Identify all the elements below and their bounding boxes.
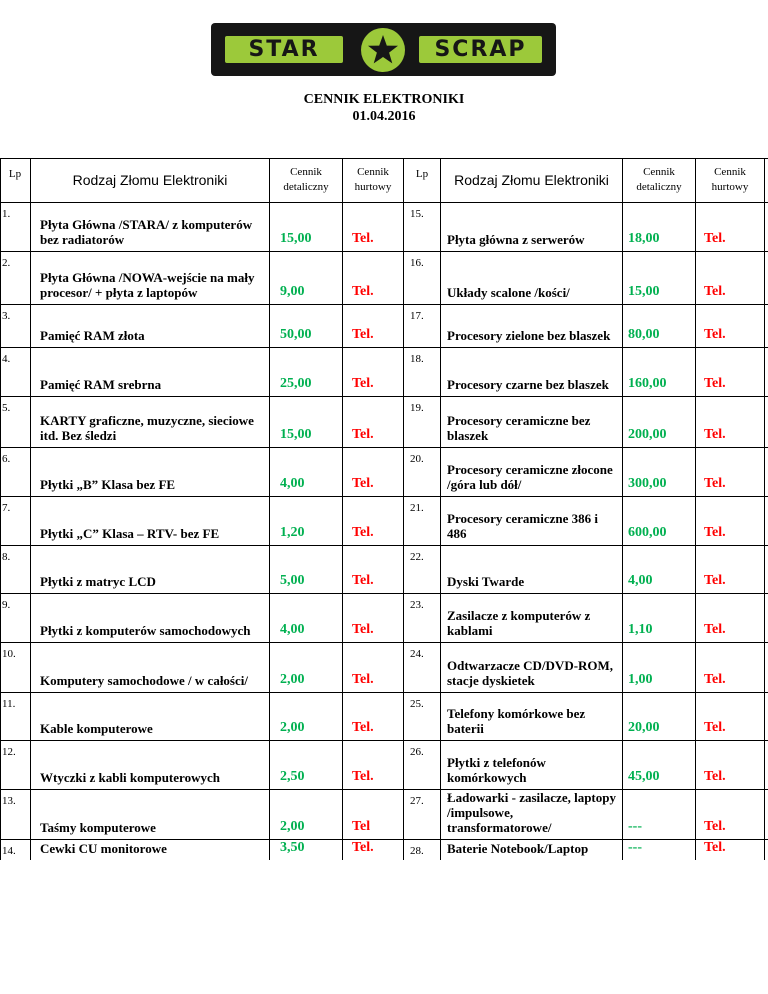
price-detaliczny: 600,00	[628, 525, 667, 540]
page-title: CENNIK ELEKTRONIKI	[303, 92, 465, 107]
table-column-border	[403, 158, 404, 860]
header-hurt-line2: hurtowy	[354, 181, 392, 193]
row-number: 7.	[2, 502, 11, 514]
price-detaliczny: 2,00	[280, 672, 305, 687]
price-detaliczny: 3,50	[280, 840, 305, 855]
price-detaliczny: 2,00	[280, 720, 305, 735]
row-number: 26.	[410, 746, 424, 758]
price-hurtowy: Tel.	[352, 525, 374, 540]
price-hurtowy: Tel.	[704, 376, 726, 391]
item-name: Odtwarzacze CD/DVD-ROM, stacje dyskietek	[447, 658, 614, 688]
price-detaliczny: 300,00	[628, 476, 667, 491]
row-number: 16.	[410, 257, 424, 269]
price-hurtowy: Tel.	[704, 622, 726, 637]
price-detaliczny: 4,00	[280, 622, 305, 637]
table-row-border	[0, 158, 768, 159]
item-name: Płytki z komputerów samochodowych	[40, 623, 251, 638]
price-hurtowy: Tel.	[704, 476, 726, 491]
table-row-border	[0, 202, 768, 203]
row-number: 25.	[410, 698, 424, 710]
row-number: 12.	[2, 746, 16, 758]
item-name: Procesory ceramiczne złocone /góra lub dół/	[447, 462, 613, 492]
price-hurtowy: Tel.	[704, 231, 726, 246]
header-detal-line1: Cennik	[290, 166, 322, 178]
price-detaliczny: 20,00	[628, 720, 660, 735]
price-hurtowy: Tel.	[352, 284, 374, 299]
item-name: Wtyczki z kabli komputerowych	[40, 770, 220, 785]
item-name: Płytki „C” Klasa – RTV- bez FE	[40, 526, 220, 541]
header-hurt-left	[343, 158, 403, 202]
row-number: 17.	[410, 310, 424, 322]
price-hurtowy: Tel.	[704, 427, 726, 442]
row-number: 8.	[2, 551, 11, 563]
price-detaliczny: 18,00	[628, 231, 660, 246]
table-row-border	[0, 396, 768, 397]
price-hurtowy: Tel.	[704, 284, 726, 299]
star-scrap-logo	[211, 23, 556, 76]
price-detaliczny: ---	[628, 840, 642, 855]
price-detaliczny: 4,00	[628, 573, 653, 588]
item-name: Płyta Główna /STARA/ z komputerów bez radiatorów	[40, 217, 253, 247]
table-column-border	[695, 158, 696, 860]
row-number: 5.	[2, 402, 11, 414]
item-name: Baterie Notebook/Laptop	[447, 841, 589, 856]
table-row-border	[0, 347, 768, 348]
price-detaliczny: 1,00	[628, 672, 653, 687]
item-name: Zasilacze z komputerów z kablami	[447, 608, 591, 638]
table-column-border	[0, 158, 1, 860]
price-hurtowy: Tel.	[704, 525, 726, 540]
price-detaliczny: 9,00	[280, 284, 305, 299]
table-row-border	[0, 251, 768, 252]
item-name: Taśmy komputerowe	[40, 820, 156, 835]
table-row-border	[0, 545, 768, 546]
row-number: 22.	[410, 551, 424, 563]
price-detaliczny: ---	[628, 819, 642, 834]
table-row-border	[0, 789, 768, 790]
item-name: Dyski Twarde	[447, 574, 525, 589]
price-hurtowy: Tel.	[704, 672, 726, 687]
price-hurtowy: Tel.	[352, 231, 374, 246]
table-row-border	[0, 839, 768, 840]
row-number: 3.	[2, 310, 11, 322]
item-name: Płytki „B” Klasa bez FE	[40, 477, 176, 492]
item-name: Cewki CU monitorowe	[40, 841, 167, 856]
row-number: 14.	[2, 845, 16, 857]
logo-text-star: STAR	[225, 36, 343, 63]
price-hurtowy: Tel.	[352, 376, 374, 391]
table-column-border	[30, 158, 31, 860]
item-name: Układy scalone /kości/	[447, 285, 570, 300]
logo-text-scrap: SCRAP	[419, 36, 542, 63]
row-number: 20.	[410, 453, 424, 465]
row-number: 11.	[2, 698, 16, 710]
price-detaliczny: 15,00	[628, 284, 660, 299]
header-detal-left	[270, 158, 342, 202]
table-column-border	[764, 158, 765, 860]
price-hurtowy: Tel	[352, 819, 371, 834]
row-number: 15.	[410, 208, 424, 220]
price-hurtowy: Tel.	[704, 573, 726, 588]
row-number: 27.	[410, 795, 424, 807]
price-hurtowy: Tel.	[704, 769, 726, 784]
table-row-border	[0, 496, 768, 497]
price-detaliczny: 2,00	[280, 819, 305, 834]
price-detaliczny: 15,00	[280, 427, 312, 442]
price-detaliczny: 200,00	[628, 427, 667, 442]
price-detaliczny: 1,20	[280, 525, 305, 540]
price-detaliczny: 2,50	[280, 769, 305, 784]
table-row-border	[0, 692, 768, 693]
item-name: Pamięć RAM złota	[40, 328, 145, 343]
price-detaliczny: 80,00	[628, 327, 660, 342]
table-column-border	[440, 158, 441, 860]
item-name: Procesory zielone bez blaszek	[447, 328, 611, 343]
price-hurtowy: Tel.	[352, 720, 374, 735]
row-number: 28.	[410, 845, 424, 857]
row-number: 4.	[2, 353, 11, 365]
header-hurt-line1: Cennik	[357, 166, 389, 178]
price-detaliczny: 160,00	[628, 376, 667, 391]
price-detaliczny: 5,00	[280, 573, 305, 588]
price-detaliczny: 45,00	[628, 769, 660, 784]
table-row-border	[0, 593, 768, 594]
header-hurt-line1: Cennik	[714, 166, 746, 178]
header-lp-right: Lp	[415, 168, 429, 180]
item-name: KARTY graficzne, muzyczne, sieciowe itd. Bez śledzi	[40, 413, 254, 443]
price-hurtowy: Tel.	[704, 819, 726, 834]
price-hurtowy: Tel.	[704, 720, 726, 735]
item-name: Pamięć RAM srebrna	[40, 377, 162, 392]
price-detaliczny: 25,00	[280, 376, 312, 391]
price-hurtowy: Tel.	[704, 327, 726, 342]
row-number: 18.	[410, 353, 424, 365]
row-number: 2.	[2, 257, 11, 269]
item-name: Procesory ceramiczne 386 i 486	[447, 511, 598, 541]
item-name: Kable komputerowe	[40, 721, 153, 736]
price-table	[0, 158, 768, 860]
price-hurtowy: Tel.	[352, 840, 374, 855]
price-hurtowy: Tel.	[352, 427, 374, 442]
price-hurtowy: Tel.	[352, 672, 374, 687]
price-hurtowy: Tel.	[352, 769, 374, 784]
price-detaliczny: 1,10	[628, 622, 653, 637]
row-number: 6.	[2, 453, 11, 465]
row-number: 23.	[410, 599, 424, 611]
item-name: Płyta główna z serwerów	[447, 232, 585, 247]
table-column-border	[622, 158, 623, 860]
table-row-border	[0, 740, 768, 741]
row-number: 10.	[2, 648, 16, 660]
item-name: Płytki z telefonów komórkowych	[447, 755, 546, 785]
row-number: 21.	[410, 502, 424, 514]
header-hurt-line2: hurtowy	[711, 181, 749, 193]
price-hurtowy: Tel.	[352, 573, 374, 588]
item-name: Procesory ceramiczne bez blaszek	[447, 413, 591, 443]
price-detaliczny: 4,00	[280, 476, 305, 491]
header-hurt-right	[696, 158, 764, 202]
header-detal-right	[623, 158, 695, 202]
item-name: Komputery samochodowe / w całości/	[40, 673, 248, 688]
item-name: Płytki z matryc LCD	[40, 574, 156, 589]
star-icon	[361, 28, 405, 72]
item-name: Ładowarki - zasilacze, laptopy /impulsowe, transformatorowe/	[447, 790, 616, 835]
table-row-border	[0, 304, 768, 305]
price-hurtowy: Tel.	[352, 622, 374, 637]
price-hurtowy: Tel.	[352, 327, 374, 342]
row-number: 1.	[2, 208, 11, 220]
page-date: 01.04.2016	[352, 109, 416, 124]
row-number: 9.	[2, 599, 11, 611]
price-detaliczny: 50,00	[280, 327, 312, 342]
item-name: Procesory czarne bez blaszek	[447, 377, 609, 392]
row-number: 19.	[410, 402, 424, 414]
header-rodzaj-right: Rodzaj Złomu Elektroniki	[454, 172, 609, 188]
table-column-border	[342, 158, 343, 860]
item-name: Płyta Główna /NOWA-wejście na mały procesor/ + płyta z laptopów	[40, 270, 255, 300]
header-detal-line1: Cennik	[643, 166, 675, 178]
header-lp-left: Lp	[8, 168, 22, 180]
table-row-border	[0, 642, 768, 643]
table-column-border	[269, 158, 270, 860]
price-hurtowy: Tel.	[704, 840, 726, 855]
header-detal-line2: detaliczny	[636, 181, 682, 193]
table-row-border	[0, 447, 768, 448]
header-rodzaj-left: Rodzaj Złomu Elektroniki	[72, 172, 228, 188]
item-name: Telefony komórkowe bez baterii	[447, 706, 586, 736]
price-hurtowy: Tel.	[352, 476, 374, 491]
price-detaliczny: 15,00	[280, 231, 312, 246]
header-detal-line2: detaliczny	[283, 181, 329, 193]
row-number: 13.	[2, 795, 16, 807]
row-number: 24.	[410, 648, 424, 660]
